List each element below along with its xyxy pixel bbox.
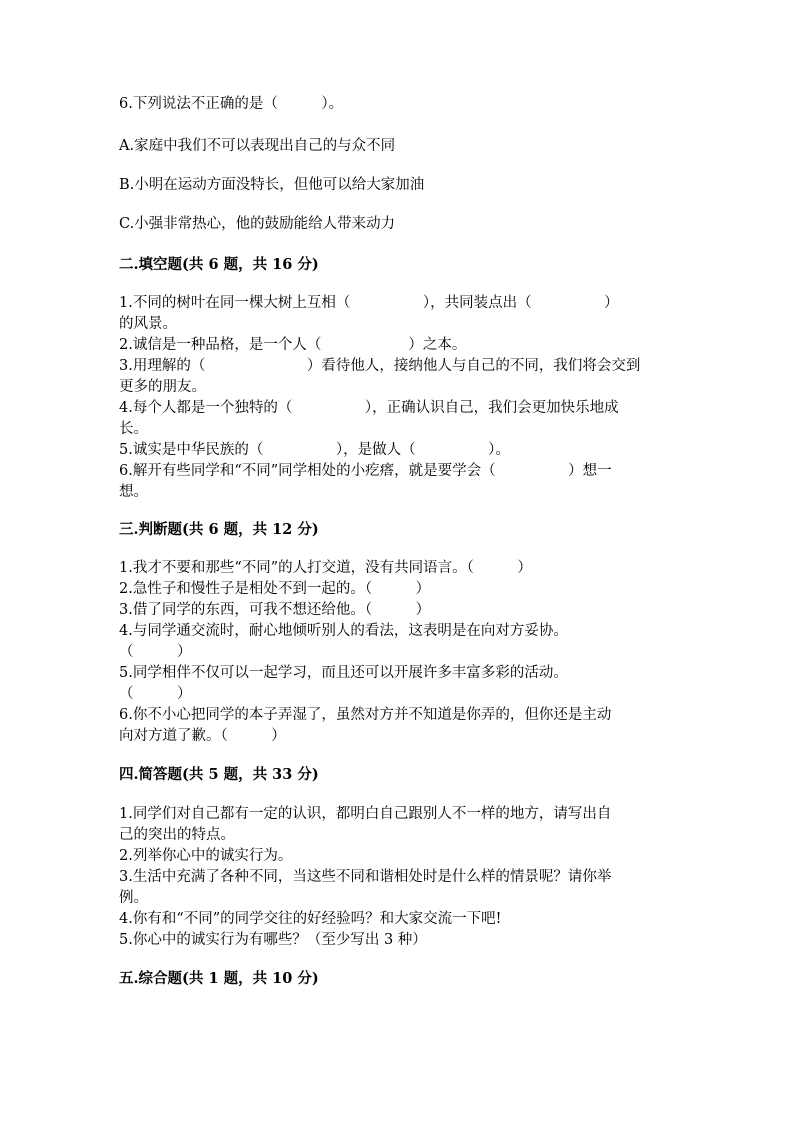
short-answer-line: 己的突出的特点。 — [119, 827, 235, 843]
short-answer-line: 4.你有和“不同”的同学交往的好经验吗？和大家交流一下吧! — [119, 911, 502, 927]
fill-blank-line: 更多的朋友。 — [119, 379, 206, 395]
fill-blank-line: 5.诚实是中华民族的（ ），是做人（ ）。 — [119, 442, 510, 458]
fill-blank-line: 3.用理解的（ ）看待他人，接纳他人与自己的不同，我们将会交到 — [119, 358, 641, 374]
fill-blank-line: 的风景。 — [119, 316, 177, 332]
judgment-line: 3.借了同学的东西，可我不想还给他。（ ） — [119, 602, 431, 618]
option-a: A.家庭中我们不可以表现出自己的与众不同 — [119, 138, 396, 154]
fill-blank-line: 6.解开有些同学和“不同”同学相处的小疙瘩，就是要学会（ ）想一 — [119, 463, 612, 479]
judgment-line: 向对方道了歉。（ ） — [119, 728, 286, 744]
section-heading-short-answer: 四.简答题(共 5 题，共 33 分) — [119, 766, 319, 783]
short-answer-line: 5.你心中的诚实行为有哪些？（至少写出 3 种） — [119, 932, 427, 948]
section-heading-judgment: 三.判断题(共 6 题，共 12 分) — [119, 521, 319, 538]
option-c: C.小强非常热心，他的鼓励能给人带来动力 — [119, 216, 396, 232]
question-6: 6.下列说法不正确的是（ ）。 — [119, 96, 344, 112]
option-b: B.小明在运动方面没特长，但他可以给大家加油 — [119, 177, 425, 193]
judgment-line: 1.我才不要和那些“不同”的人打交道，没有共同语言。（ ） — [119, 560, 532, 576]
short-answer-line: 3.生活中充满了各种不同，当这些不同和谐相处时是什么样的情景呢？请你举 — [119, 869, 612, 885]
section-heading-comprehensive: 五.综合题(共 1 题，共 10 分) — [119, 970, 319, 987]
judgment-line: 6.你不小心把同学的本子弄湿了，虽然对方并不知道是你弄的，但你还是主动 — [119, 707, 612, 723]
judgment-line: 5.同学相伴不仅可以一起学习，而且还可以开展许多丰富多彩的活动。 — [119, 665, 568, 681]
fill-blank-line: 想。 — [119, 484, 148, 500]
fill-blank-line: 1.不同的树叶在同一棵大树上互相（ ），共同装点出（ ） — [119, 295, 619, 311]
fill-blank-line: 长。 — [119, 421, 148, 437]
short-answer-line: 例。 — [119, 890, 148, 906]
fill-blank-line: 2.诚信是一种品格，是一个人（ ）之本。 — [119, 337, 467, 353]
short-answer-line: 1.同学们对自己都有一定的认识，都明白自己跟别人不一样的地方，请写出自 — [119, 806, 612, 822]
fill-blank-line: 4.每个人都是一个独特的（ ），正确认识自己，我们会更加快乐地成 — [119, 400, 619, 416]
judgment-line: （ ） — [119, 686, 192, 702]
judgment-line: 2.急性子和慢性子是相处不到一起的。（ ） — [119, 581, 431, 597]
short-answer-line: 2.列举你心中的诚实行为。 — [119, 848, 293, 864]
judgment-line: （ ） — [119, 644, 192, 660]
judgment-line: 4.与同学通交流时，耐心地倾听别人的看法，这表明是在向对方妥协。 — [119, 623, 568, 639]
section-heading-fill-blank: 二.填空题(共 6 题，共 16 分) — [119, 256, 319, 273]
